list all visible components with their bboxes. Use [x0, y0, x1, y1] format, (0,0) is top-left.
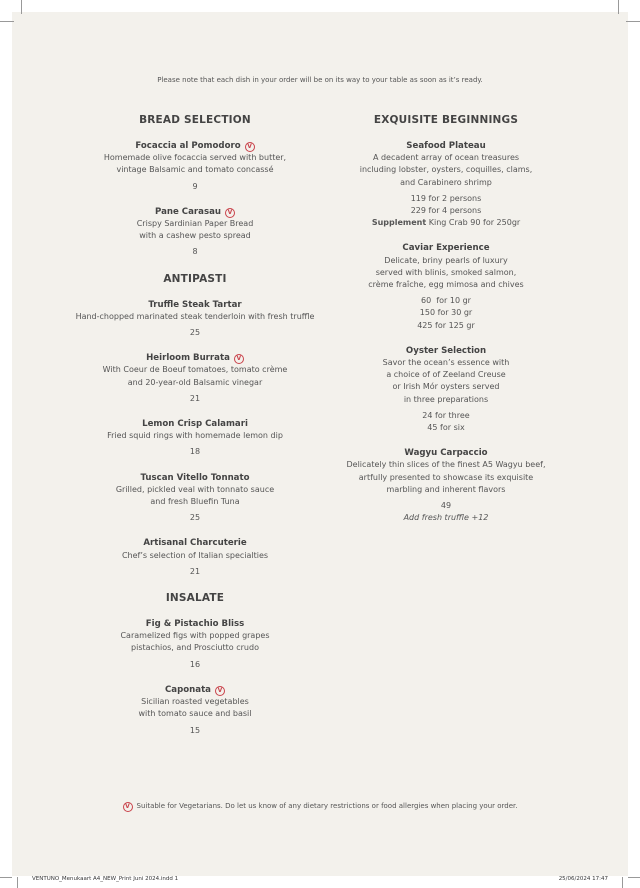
vegetarian-legend	[0, 802, 640, 812]
vegetarian-icon: V	[234, 354, 244, 364]
dish-name	[316, 140, 576, 152]
price-line: 18	[189, 447, 201, 457]
vegetarian-icon: V	[245, 142, 255, 152]
price-line: 119 for 2 persons	[410, 193, 482, 203]
left-column	[60, 114, 330, 751]
crop-mark	[618, 0, 619, 14]
dish-price	[316, 500, 576, 512]
dish-price	[316, 295, 576, 332]
dish-price	[60, 659, 330, 671]
service-note: Please note that each dish in your order will be on its way to your table as soon as it’s ready.	[157, 76, 483, 84]
section-title: EXQUISITE BEGINNINGS	[373, 114, 519, 126]
dish-name-text: Oyster Selection	[405, 345, 487, 356]
crop-mark	[626, 21, 640, 22]
dish-name-text: Truffle Steak Tartar	[148, 299, 242, 310]
dish-price	[316, 410, 576, 434]
price-line: 25	[189, 328, 201, 338]
menu-item	[316, 345, 576, 434]
dish-description: Chef’s selection of Italian specialties	[121, 550, 269, 560]
dish-description: and fresh Bluefin Tuna	[150, 497, 240, 507]
dish-description: marbling and inherent flavors	[386, 484, 506, 494]
dish-description: artfully presented to showcase its exquisite	[358, 472, 534, 482]
dish-name-text: Artisanal Charcuterie	[143, 538, 247, 549]
price-line: 45 for six	[427, 423, 465, 433]
dish-name	[60, 299, 330, 311]
dish-name-text: Tuscan Vitello Tonnato	[140, 472, 250, 483]
dish-description: Crispy Sardinian Paper Bread	[136, 219, 254, 229]
crop-mark	[17, 877, 18, 888]
menu-section	[60, 114, 330, 259]
crop-mark	[628, 877, 640, 878]
price-line: 25	[189, 513, 201, 523]
footer-note-text: Suitable for Vegetarians. Do let us know of any dietary restrictions or food allergies when placing your order.	[136, 802, 518, 810]
crop-mark	[21, 0, 22, 14]
price-line: 21	[189, 393, 201, 403]
dish-description: served with blinis, smoked salmon,	[375, 267, 517, 277]
print-slug-date: 25/06/2024 17:47	[558, 876, 608, 882]
dish-name-text: Caviar Experience	[402, 243, 490, 254]
dish-price	[60, 393, 330, 405]
menu-item	[60, 352, 330, 405]
section-title: INSALATE	[165, 592, 225, 605]
dish-name	[60, 618, 330, 630]
price-line: 229 for 4 persons	[410, 206, 482, 216]
dish-name	[60, 140, 330, 152]
vegetarian-icon: V	[123, 802, 133, 812]
menu-item	[60, 472, 330, 525]
dish-name-text: Fig & Pistachio Bliss	[145, 619, 245, 630]
dish-price	[60, 725, 330, 737]
dish-description: Grilled, pickled veal with tonnato sauce	[115, 484, 275, 494]
menu-section	[60, 592, 330, 737]
price-line: 8	[192, 247, 198, 257]
price-line: 150 for 30 gr	[419, 308, 473, 318]
crop-mark	[0, 877, 12, 878]
vegetarian-icon: V	[225, 208, 235, 218]
menu-item	[316, 140, 576, 229]
crop-mark	[622, 877, 623, 888]
menu-item	[316, 242, 576, 331]
dish-description: a choice of of Zeeland Creuse	[386, 370, 506, 380]
supplement-text: King Crab 90 for 250gr	[428, 218, 521, 228]
dish-description: vintage Balsamic and tomato concassé	[116, 165, 274, 175]
price-line: 15	[189, 725, 201, 735]
menu-item	[316, 447, 576, 524]
dish-name	[316, 242, 576, 254]
menu-item	[60, 299, 330, 340]
dish-name	[60, 537, 330, 549]
dish-name	[316, 345, 576, 357]
dish-description: A decadent array of ocean treasures	[372, 153, 520, 163]
menu-item	[60, 206, 330, 259]
menu-item	[60, 418, 330, 459]
print-slug-file: VENTUNO_Menukaart A4_NEW_Print Juni 2024.indd 1	[32, 876, 179, 882]
price-line: 16	[189, 659, 201, 669]
dish-description: Homemade olive focaccia served with butter,	[103, 153, 287, 163]
dish-description: With Coeur de Boeuf tomatoes, tomato crème	[102, 365, 288, 375]
crop-mark	[0, 21, 14, 22]
menu-section	[60, 273, 330, 578]
dish-description: and 20-year-old Balsamic vinegar	[127, 377, 263, 387]
dish-description: Delicate, briny pearls of luxury	[384, 255, 508, 265]
dish-name-text: Lemon Crisp Calamari	[142, 419, 248, 430]
dish-name-text: Heirloom Burrata	[146, 353, 230, 364]
dish-description: Fried squid rings with homemade lemon dip	[107, 431, 283, 441]
dish-name-text: Wagyu Carpaccio	[404, 448, 488, 459]
dish-price	[60, 246, 330, 258]
price-line: 21	[189, 566, 201, 576]
dish-description: including lobster, oysters, coquilles, clams,	[359, 165, 533, 175]
price-line: 49	[440, 501, 452, 511]
vegetarian-icon: V	[215, 686, 225, 696]
dish-description: with a cashew pesto spread	[139, 231, 251, 241]
dish-description: with tomato sauce and basil	[138, 709, 252, 719]
menu-item	[60, 618, 330, 671]
menu-item	[60, 140, 330, 193]
dish-name-text: Caponata	[165, 684, 211, 695]
dish-name-text: Focaccia al Pomodoro	[135, 141, 241, 151]
dish-description: Savor the ocean’s essence with	[382, 358, 510, 368]
dish-description: crème fraîche, egg mimosa and chives	[368, 280, 524, 290]
dish-price	[60, 512, 330, 524]
dish-price	[316, 193, 576, 230]
dish-price	[60, 566, 330, 578]
price-line: 9	[192, 181, 198, 191]
dish-price	[60, 181, 330, 193]
menu-item	[60, 537, 330, 578]
dish-description: in three preparations	[403, 394, 489, 404]
dish-description: pistachios, and Prosciutto crudo	[131, 643, 259, 653]
menu-section	[316, 114, 576, 524]
dish-description: Caramelized figs with popped grapes	[120, 631, 270, 641]
dish-description: Hand-chopped marinated steak tenderloin with fresh truffle	[75, 311, 315, 321]
dish-description: Delicately thin slices of the finest A5 Wagyu beef,	[346, 460, 546, 470]
price-line: 24 for three	[422, 410, 470, 420]
dish-addon: Add fresh truffle +12	[403, 513, 489, 523]
dish-price	[60, 446, 330, 458]
dish-name	[60, 352, 330, 364]
price-line: 425 for 125 gr	[417, 320, 475, 330]
dish-name	[60, 472, 330, 484]
dish-description: or Irish Mór oysters served	[392, 382, 500, 392]
dish-name	[316, 447, 576, 459]
supplement-line	[316, 217, 576, 229]
right-column	[316, 114, 576, 538]
section-title: ANTIPASTI	[163, 272, 227, 285]
dish-price	[60, 327, 330, 339]
menu-item	[60, 684, 330, 737]
section-title: BREAD SELECTION	[139, 114, 251, 126]
dish-name-text: Seafood Plateau	[406, 141, 486, 151]
dish-name-text: Pane Carasau	[155, 206, 221, 217]
dish-description: Sicilian roasted vegetables	[141, 697, 249, 707]
dish-name	[60, 206, 330, 218]
supplement-label: Supplement	[371, 218, 427, 228]
dish-name	[60, 684, 330, 696]
price-line: 60 for 10 gr	[421, 296, 471, 306]
dish-name	[60, 418, 330, 430]
dish-description: and Carabinero shrimp	[400, 177, 492, 187]
